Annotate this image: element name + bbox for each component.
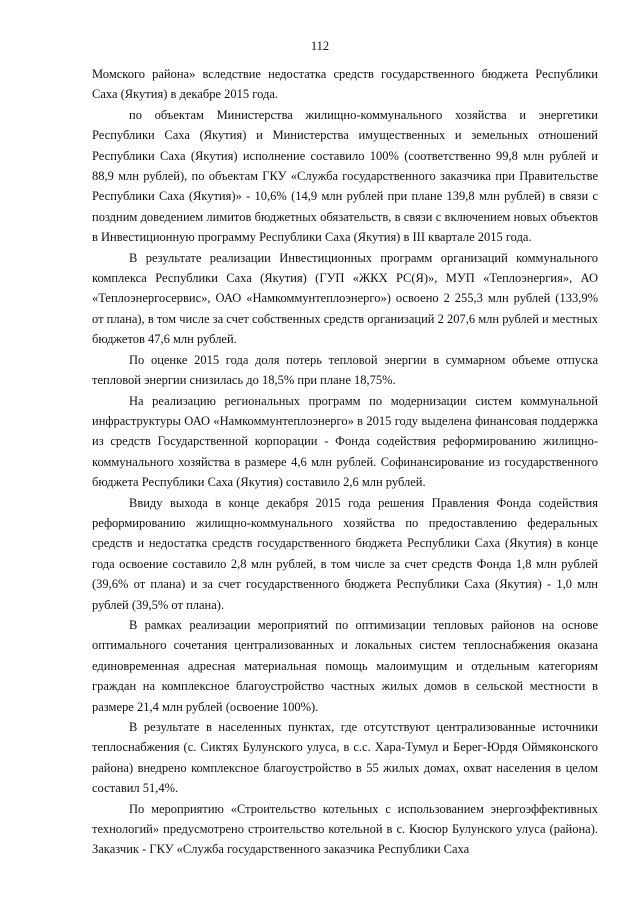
paragraph-ministry-objects: по объектам Министерства жилищно-коммунального хозяйства и энергетики Республики Саха (Якутия) и Министерства имущественных и земельных отношений Республики Саха (Якутия) исполнение составило 100% (соответственно 99,8 млн рублей и 88,9 млн рублей), по объектам ГКУ «Служба государственного заказчика при Правительстве Республики Саха (Якутия)» - 10,6% (14,9 млн рублей при плане 139,8 млн рублей) в связи с поздним доведением лимитов бюджетных обязательств, в связи с включением новых объектов в Инвестиционную программу Республики Саха (Якутия) в III квартале 2015 года. <box>92 107 598 245</box>
paragraph-investment-programs: В результате реализации Инвестиционных программ организаций коммунального комплекса Республики Саха (Якутия) (ГУП «ЖКХ РС(Я)», МУП «Теплоэнергия», АО «Теплоэнергосервис», ОАО «Намкоммунтеплоэнерго») освоено 2 255,3 млн рублей (133,9% от плана), в том числе за счет собственных средств организаций 2 207,6 млн рублей и местных бюджетов 47,6 млн рублей. <box>92 250 598 347</box>
document-body <box>92 64 598 860</box>
paragraph-boiler-construction: По мероприятию «Строительство котельных с использованием энергоэффективных технологий» предусмотрено строительство котельной в с. Кюсюр Булунского улуса (района). Заказчик - ГКУ «Служба государственного заказчика Республики Саха <box>92 801 598 857</box>
paragraph-heat-optimization: В рамках реализации мероприятий по оптимизации тепловых районов на основе оптимального сочетания централизованных и локальных систем теплоснабжения оказана единовременная адресная материальная помощь малоимущим и отдельным категориям граждан на комплексное благоустройство частных жилых домов в сельской местности в размере 21,4 млн рублей (освоение 100%). <box>92 617 598 714</box>
paragraph-heat-losses: По оценке 2015 года доля потерь тепловой энергии в суммарном объеме отпуска тепловой энергии снизилась до 18,5% при плане 18,75%. <box>92 352 598 388</box>
page-number: 112 <box>310 39 330 53</box>
paragraph-fund-decision: Ввиду выхода в конце декабря 2015 года решения Правления Фонда содействия реформированию жилищно-коммунального хозяйства по предоставлению федеральных средств и недостатка средств государственного бюджета Республики Саха (Якутия) в конце года освоение составило 2,8 млн рублей, в том числе за счет средств Фонда 1,8 млн рублей (39,6% от плана) и за счет государственного бюджета Республики Саха (Якутия) - 1,0 млн рублей (39,5% от плана). <box>92 495 598 612</box>
paragraph-settlements: В результате в населенных пунктах, где отсутствуют централизованные источники теплоснабжения (с. Сиктях Булунского улуса, в с.с. Хара-Тумул и Берег-Юрдя Оймяконского района) внедрено комплексное благоустройство в 55 жилых домах, охват населения в целом составил 51,4%. <box>92 720 598 796</box>
paragraph-regional-programs: На реализацию региональных программ по модернизации систем коммунальной инфраструктуры ОАО «Намкоммунтеплоэнерго» в 2015 году выделена финансовая поддержка из средств Государственной корпорации - Фонда содействия реформированию жилищно-коммунального хозяйства в размере 4,6 млн рублей. Софинансирование из государственного бюджета Республики Саха (Якутия) составило 2,6 млн рублей. <box>92 393 598 490</box>
paragraph-continuation: Момского района» вследствие недостатка средств государственного бюджета Республики Саха (Якутия) в декабре 2015 года. <box>92 67 598 102</box>
